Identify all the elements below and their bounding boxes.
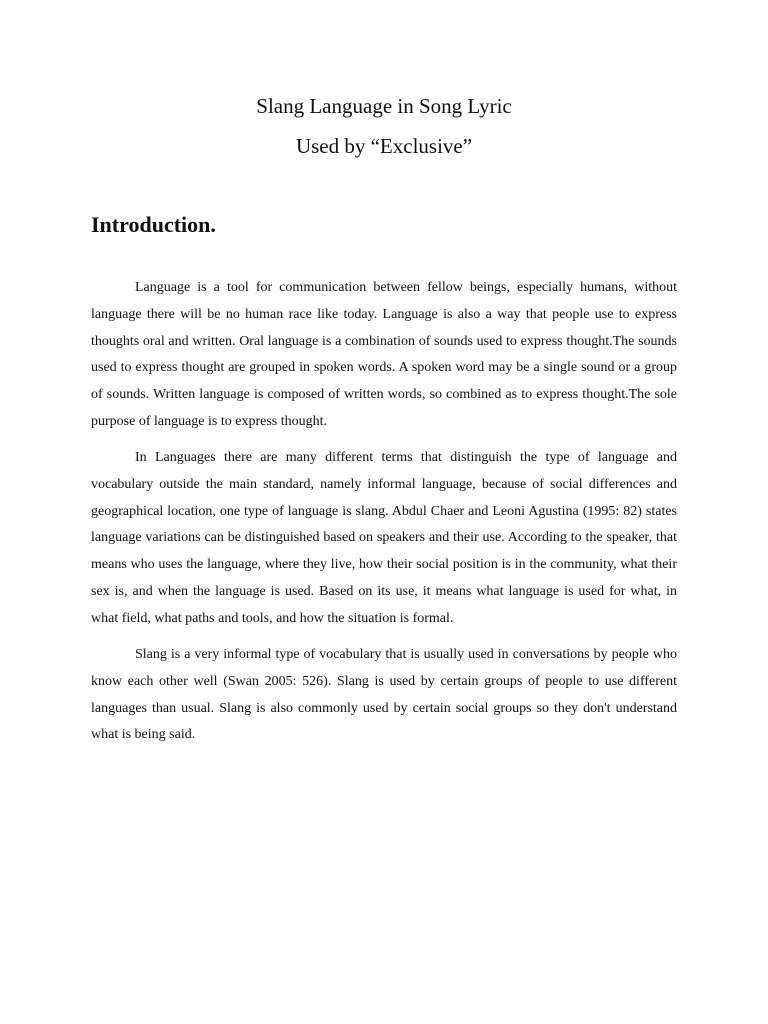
document-subtitle: Used by “Exclusive” — [295, 134, 473, 158]
document-title: Slang Language in Song Lyric — [256, 94, 512, 118]
paragraph-1: Language is a tool for communication between fellow beings, especially humans, without language there will be no human race like today. Language is also a way that people use to express thoughts oral and written. Oral language is a combination of sounds used to express thought.The sounds used to express thought are grouped in spoken words. A spoken word may be a single sound or a group of sounds. Written language is composed of written words, so combined as to express thought.The sole purpose of language is to express thought. — [91, 280, 677, 429]
section-heading-introduction: Introduction. — [91, 212, 216, 237]
paragraph-2: In Languages there are many different terms that distinguish the type of language and vocabulary outside the main standard, namely informal language, because of social differences and geographical location, one type of language is slang. Abdul Chaer and Leoni Agustina (1995: 82) states language variations can be distinguished based on speakers and their use. According to the speaker, that means who uses the language, where they live, how their social position is in the community, what their sex is, and when the language is used. Based on its use, it means what language is used for what, in what field, what paths and tools, and how the situation is formal. — [91, 450, 677, 626]
paragraph-3: Slang is a very informal type of vocabulary that is usually used in conversations by people who know each other well (Swan 2005: 526). Slang is used by certain groups of people to use different languages than usual. Slang is also commonly used by certain social groups so they don't understand what is being said. — [91, 647, 677, 743]
